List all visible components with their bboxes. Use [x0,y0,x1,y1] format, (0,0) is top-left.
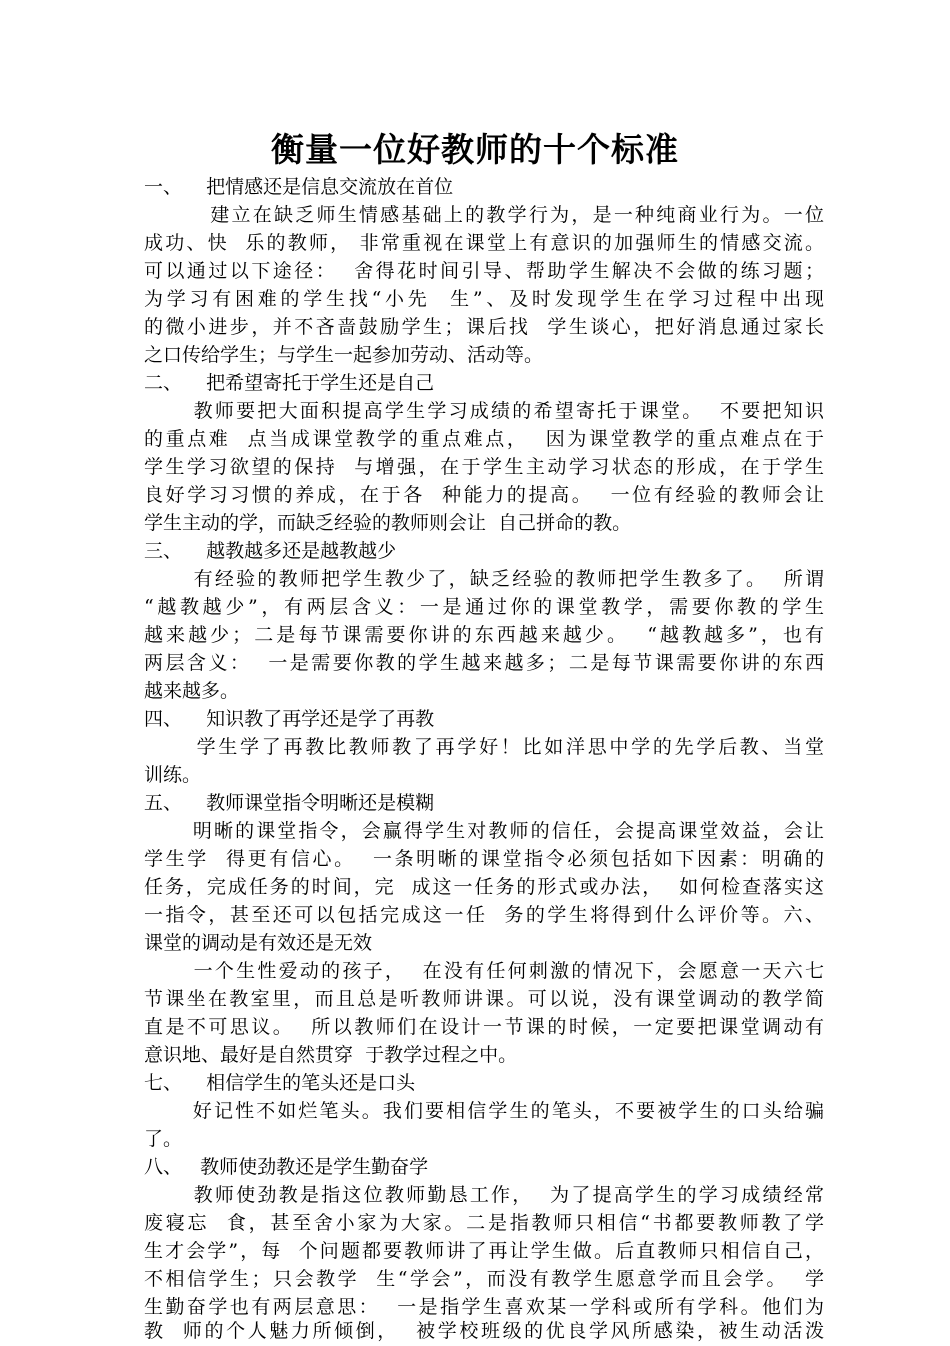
section-heading-3: 三、 越教越多还是越教越少 [144,540,397,562]
paragraph-line: 训练。 [144,764,202,786]
paragraph-line: 教师使劲教是指这位教师勤恳工作， 为了提高学生的学习成绩经常 [144,1184,824,1206]
paragraph-line: 为学习有困难的学生找“小先 生”、及时发现学生在学习过程中出现 [144,288,824,310]
paragraph-line: 的微小进步，并不吝啬鼓励学生；课后找 学生谈心，把好消息通过家长 [144,316,824,338]
paragraph-line: “越教越少”，有两层含义：一是通过你的课堂教学，需要你教的学生 [144,596,824,618]
paragraph-line: 学生学 得更有信心。 一条明晰的课堂指令必须包括如下因素：明确的 [144,848,824,870]
paragraph-line: 了。 [144,1128,183,1150]
paragraph-line: 的重点难 点当成课堂教学的重点难点， 因为课堂教学的重点难点在于 [144,428,824,450]
paragraph-line: 意识地、最好是自然贯穿 于教学过程之中。 [144,1044,518,1066]
document-title: 衡量一位好教师的十个标准 [271,130,679,169]
section-heading-6: 课堂的调动是有效还是无效 [144,932,373,954]
paragraph-line: 教师要把大面积提高学生学习成绩的希望寄托于课堂。 不要把知识 [144,400,824,422]
paragraph-line: 废寝忘 食，甚至舍小家为大家。二是指教师只相信“书都要教师教了学 [144,1212,824,1234]
paragraph-line: 生勤奋学也有两层意思： 一是指学生喜欢某一学科或所有学科。他们为 [144,1296,824,1318]
paragraph-line: 越来越少；二是每节课需要你讲的东西越来越少。 “越教越多”，也有 [144,624,824,646]
paragraph-line: 越来越多。 [144,680,240,702]
paragraph-line: 一指令，甚至还可以包括完成这一任 务的学生将得到什么评价等。六、 [144,904,824,926]
paragraph-line: 学生学习欲望的保持 与增强，在于学生主动学习状态的形成，在于学生 [144,456,824,478]
section-heading-7: 七、 相信学生的笔头还是口头 [144,1072,416,1094]
section-heading-8: 八、 教师使劲教还是学生勤奋学 [144,1156,429,1178]
paragraph-line: 建立在缺乏师生情感基础上的教学行为，是一种纯商业行为。一位 [144,204,824,226]
paragraph-line: 良好学习习惯的养成，在于各 种能力的提高。 一位有经验的教师会让 [144,484,824,506]
section-heading-2: 二、 把希望寄托于学生还是自己 [144,372,435,394]
paragraph-line: 可以通过以下途径： 舍得花时间引导、帮助学生解决不会做的练习题； [144,260,824,282]
paragraph-line: 教 师的个人魅力所倾倒， 被学校班级的优良学风所感染，被生动活泼 [144,1320,824,1342]
paragraph-line: 学生学了再教比教师教了再学好！比如洋思中学的先学后教、当堂 [144,736,824,758]
paragraph-line: 学生主动的学，而缺乏经验的教师则会让 自己拼命的教。 [144,512,632,534]
paragraph-line: 生才会学”，每 个问题都要教师讲了再让学生做。后直教师只相信自己， [144,1240,824,1262]
section-heading-4: 四、 知识教了再学还是学了再教 [144,708,435,730]
paragraph-line: 一个生性爱动的孩子， 在没有任何刺激的情况下，会愿意一天六七 [144,960,824,982]
paragraph-line: 不相信学生；只会教学 生“学会”，而没有教学生愿意学而且会学。 学 [144,1268,824,1290]
paragraph-line: 任务，完成任务的时间，完 成这一任务的形式或办法， 如何检查落实这 [144,876,824,898]
paragraph-line: 好记性不如烂笔头。我们要相信学生的笔头，不要被学生的口头给骗 [144,1100,824,1122]
section-heading-5: 五、 教师课堂指令明晰还是模糊 [144,792,435,814]
paragraph-line: 直是不可思议。 所以教师们在设计一节课的时候，一定要把课堂调动有 [144,1016,824,1038]
paragraph-line: 两层含义： 一是需要你教的学生越来越多；二是每节课需要你讲的东西 [144,652,824,674]
paragraph-line: 之口传给学生；与学生一起参加劳动、活动等。 [144,344,544,366]
paragraph-line: 成功、快 乐的教师， 非常重视在课堂上有意识的加强师生的情感交流。 [144,232,824,254]
section-heading-1: 一、 把情感还是信息交流放在首位 [144,176,454,198]
paragraph-line: 有经验的教师把学生教少了，缺乏经验的教师把学生教多了。 所谓 [144,568,824,590]
paragraph-line: 节课坐在教室里，而且总是听教师讲课。可以说，没有课堂调动的教学简 [144,988,824,1010]
paragraph-line: 明晰的课堂指令，会赢得学生对教师的信任，会提高课堂效益，会让 [144,820,824,842]
